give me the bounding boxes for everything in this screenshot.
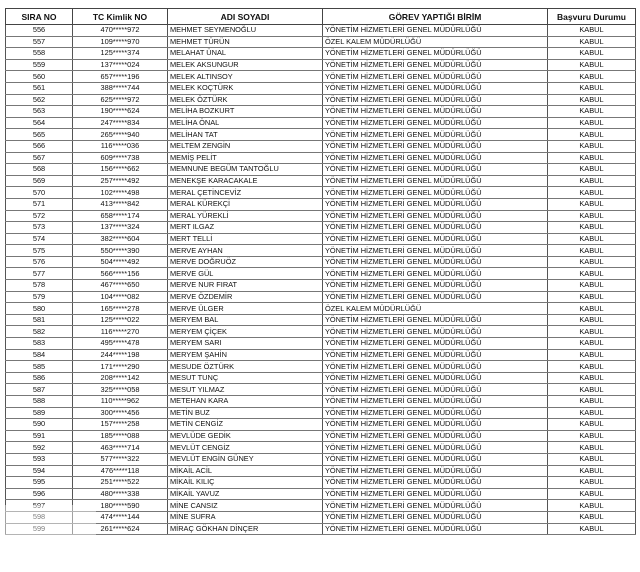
cell-sira-no: 587	[6, 384, 73, 396]
table-row	[6, 71, 636, 83]
cell-gorev-birim: YÖNETİM HİZMETLERİ GENEL MÜDÜRLÜĞÜ	[323, 94, 548, 106]
cell-adi-soyadi: MERT ILGAZ	[168, 222, 323, 234]
cell-sira-no: 593	[6, 453, 73, 465]
cell-basvuru-durumu: KABUL	[548, 338, 636, 350]
cell-tc-kimlik-no: 125*****374	[73, 48, 168, 60]
cell-sira-no: 597	[6, 500, 73, 512]
cell-tc-kimlik-no: 504*****492	[73, 256, 168, 268]
table-row	[6, 453, 636, 465]
cell-adi-soyadi: MERYEM SARI	[168, 338, 323, 350]
cell-basvuru-durumu: KABUL	[548, 488, 636, 500]
cell-adi-soyadi: MERVE AYHAN	[168, 245, 323, 257]
cell-sira-no: 583	[6, 338, 73, 350]
cell-gorev-birim: YÖNETİM HİZMETLERİ GENEL MÜDÜRLÜĞÜ	[323, 419, 548, 431]
table-row	[6, 465, 636, 477]
cell-basvuru-durumu: KABUL	[548, 245, 636, 257]
cell-sira-no: 563	[6, 106, 73, 118]
cell-tc-kimlik-no: 657*****196	[73, 71, 168, 83]
cell-basvuru-durumu: KABUL	[548, 71, 636, 83]
cell-adi-soyadi: MEHMET SEYMENOĞLU	[168, 25, 323, 37]
cell-sira-no: 599	[6, 523, 73, 535]
cell-basvuru-durumu: KABUL	[548, 314, 636, 326]
cell-sira-no: 594	[6, 465, 73, 477]
cell-tc-kimlik-no: 247*****834	[73, 117, 168, 129]
cell-basvuru-durumu: KABUL	[548, 48, 636, 60]
cell-adi-soyadi: MERYEM BAL	[168, 314, 323, 326]
cell-basvuru-durumu: KABUL	[548, 94, 636, 106]
cell-gorev-birim: YÖNETİM HİZMETLERİ GENEL MÜDÜRLÜĞÜ	[323, 291, 548, 303]
cell-adi-soyadi: MERVE ÖZDEMİR	[168, 291, 323, 303]
cell-basvuru-durumu: KABUL	[548, 361, 636, 373]
cell-tc-kimlik-no: 265*****940	[73, 129, 168, 141]
table-row	[6, 129, 636, 141]
cell-adi-soyadi: MERVE GÜL	[168, 268, 323, 280]
cell-basvuru-durumu: KABUL	[548, 372, 636, 384]
cell-sira-no: 567	[6, 152, 73, 164]
table-row	[6, 430, 636, 442]
cell-basvuru-durumu: KABUL	[548, 140, 636, 152]
table-row	[6, 314, 636, 326]
cell-gorev-birim: YÖNETİM HİZMETLERİ GENEL MÜDÜRLÜĞÜ	[323, 106, 548, 118]
cell-adi-soyadi: MELEK KOÇTÜRK	[168, 82, 323, 94]
watermark-logo	[0, 505, 96, 567]
cell-sira-no: 586	[6, 372, 73, 384]
cell-basvuru-durumu: KABUL	[548, 511, 636, 523]
cell-tc-kimlik-no: 577*****322	[73, 453, 168, 465]
cell-adi-soyadi: MİKAİL YAVUZ	[168, 488, 323, 500]
cell-sira-no: 589	[6, 407, 73, 419]
table-row	[6, 59, 636, 71]
cell-sira-no: 582	[6, 326, 73, 338]
cell-basvuru-durumu: KABUL	[548, 430, 636, 442]
cell-basvuru-durumu: KABUL	[548, 326, 636, 338]
cell-tc-kimlik-no: 550*****390	[73, 245, 168, 257]
table-row	[6, 36, 636, 48]
applicant-list-document	[5, 8, 635, 535]
cell-sira-no: 598	[6, 511, 73, 523]
cell-basvuru-durumu: KABUL	[548, 349, 636, 361]
cell-sira-no: 564	[6, 117, 73, 129]
cell-gorev-birim: YÖNETİM HİZMETLERİ GENEL MÜDÜRLÜĞÜ	[323, 372, 548, 384]
cell-adi-soyadi: MERAL KÜREKÇİ	[168, 198, 323, 210]
cell-sira-no: 570	[6, 187, 73, 199]
cell-basvuru-durumu: KABUL	[548, 256, 636, 268]
cell-adi-soyadi: MEVLÜDE GEDİK	[168, 430, 323, 442]
cell-basvuru-durumu: KABUL	[548, 129, 636, 141]
table-row	[6, 164, 636, 176]
cell-sira-no: 568	[6, 164, 73, 176]
table-row	[6, 233, 636, 245]
cell-sira-no: 565	[6, 129, 73, 141]
cell-tc-kimlik-no: 474*****144	[73, 511, 168, 523]
cell-tc-kimlik-no: 609*****738	[73, 152, 168, 164]
cell-sira-no: 579	[6, 291, 73, 303]
cell-basvuru-durumu: KABUL	[548, 303, 636, 315]
cell-gorev-birim: YÖNETİM HİZMETLERİ GENEL MÜDÜRLÜĞÜ	[323, 222, 548, 234]
cell-tc-kimlik-no: 110*****962	[73, 396, 168, 408]
cell-sira-no: 576	[6, 256, 73, 268]
cell-gorev-birim: YÖNETİM HİZMETLERİ GENEL MÜDÜRLÜĞÜ	[323, 326, 548, 338]
cell-adi-soyadi: MİNE SUFRA	[168, 511, 323, 523]
cell-tc-kimlik-no: 116*****036	[73, 140, 168, 152]
cell-gorev-birim: YÖNETİM HİZMETLERİ GENEL MÜDÜRLÜĞÜ	[323, 129, 548, 141]
cell-tc-kimlik-no: 208*****142	[73, 372, 168, 384]
header-row	[6, 9, 636, 25]
cell-gorev-birim: YÖNETİM HİZMETLERİ GENEL MÜDÜRLÜĞÜ	[323, 384, 548, 396]
cell-tc-kimlik-no: 300*****456	[73, 407, 168, 419]
cell-sira-no: 573	[6, 222, 73, 234]
cell-gorev-birim: YÖNETİM HİZMETLERİ GENEL MÜDÜRLÜĞÜ	[323, 488, 548, 500]
cell-tc-kimlik-no: 137*****324	[73, 222, 168, 234]
cell-gorev-birim: YÖNETİM HİZMETLERİ GENEL MÜDÜRLÜĞÜ	[323, 71, 548, 83]
table-row	[6, 222, 636, 234]
cell-adi-soyadi: MEMNUNE BEGÜM TANTOĞLU	[168, 164, 323, 176]
cell-tc-kimlik-no: 251*****522	[73, 477, 168, 489]
cell-sira-no: 590	[6, 419, 73, 431]
table-row	[6, 152, 636, 164]
cell-basvuru-durumu: KABUL	[548, 291, 636, 303]
table-row	[6, 511, 636, 523]
cell-gorev-birim: YÖNETİM HİZMETLERİ GENEL MÜDÜRLÜĞÜ	[323, 198, 548, 210]
cell-sira-no: 580	[6, 303, 73, 315]
table-row	[6, 245, 636, 257]
cell-sira-no: 562	[6, 94, 73, 106]
header-tc-kimlik-no: TC Kimlik NO	[73, 9, 168, 25]
cell-basvuru-durumu: KABUL	[548, 384, 636, 396]
cell-adi-soyadi: MERT TELLİ	[168, 233, 323, 245]
cell-gorev-birim: YÖNETİM HİZMETLERİ GENEL MÜDÜRLÜĞÜ	[323, 48, 548, 60]
table-row	[6, 477, 636, 489]
cell-basvuru-durumu: KABUL	[548, 268, 636, 280]
cell-tc-kimlik-no: 165*****278	[73, 303, 168, 315]
table-row	[6, 361, 636, 373]
cell-adi-soyadi: MİKAİL KILIÇ	[168, 477, 323, 489]
cell-adi-soyadi: MELİHAN TAT	[168, 129, 323, 141]
cell-tc-kimlik-no: 261*****624	[73, 523, 168, 535]
cell-sira-no: 572	[6, 210, 73, 222]
cell-basvuru-durumu: KABUL	[548, 453, 636, 465]
table-body	[6, 25, 636, 535]
cell-basvuru-durumu: KABUL	[548, 164, 636, 176]
cell-gorev-birim: YÖNETİM HİZMETLERİ GENEL MÜDÜRLÜĞÜ	[323, 511, 548, 523]
cell-gorev-birim: YÖNETİM HİZMETLERİ GENEL MÜDÜRLÜĞÜ	[323, 152, 548, 164]
cell-adi-soyadi: MELAHAT ÜNAL	[168, 48, 323, 60]
table-row	[6, 372, 636, 384]
cell-tc-kimlik-no: 125*****022	[73, 314, 168, 326]
cell-adi-soyadi: MİKAİL ACİL	[168, 465, 323, 477]
cell-gorev-birim: YÖNETİM HİZMETLERİ GENEL MÜDÜRLÜĞÜ	[323, 396, 548, 408]
table-row	[6, 326, 636, 338]
cell-sira-no: 574	[6, 233, 73, 245]
table-row	[6, 210, 636, 222]
cell-sira-no: 585	[6, 361, 73, 373]
cell-gorev-birim: YÖNETİM HİZMETLERİ GENEL MÜDÜRLÜĞÜ	[323, 477, 548, 489]
cell-adi-soyadi: MESUDE ÖZTÜRK	[168, 361, 323, 373]
table-row	[6, 338, 636, 350]
cell-adi-soyadi: MELEK AKSUNGUR	[168, 59, 323, 71]
cell-adi-soyadi: MELİHA ÖNAL	[168, 117, 323, 129]
table-row	[6, 82, 636, 94]
cell-gorev-birim: YÖNETİM HİZMETLERİ GENEL MÜDÜRLÜĞÜ	[323, 465, 548, 477]
cell-sira-no: 595	[6, 477, 73, 489]
cell-sira-no: 558	[6, 48, 73, 60]
cell-gorev-birim: YÖNETİM HİZMETLERİ GENEL MÜDÜRLÜĞÜ	[323, 349, 548, 361]
cell-gorev-birim: YÖNETİM HİZMETLERİ GENEL MÜDÜRLÜĞÜ	[323, 59, 548, 71]
cell-gorev-birim: YÖNETİM HİZMETLERİ GENEL MÜDÜRLÜĞÜ	[323, 314, 548, 326]
table-row	[6, 187, 636, 199]
cell-gorev-birim: YÖNETİM HİZMETLERİ GENEL MÜDÜRLÜĞÜ	[323, 175, 548, 187]
cell-sira-no: 581	[6, 314, 73, 326]
cell-tc-kimlik-no: 185*****088	[73, 430, 168, 442]
cell-gorev-birim: YÖNETİM HİZMETLERİ GENEL MÜDÜRLÜĞÜ	[323, 338, 548, 350]
cell-basvuru-durumu: KABUL	[548, 210, 636, 222]
cell-sira-no: 561	[6, 82, 73, 94]
cell-sira-no: 584	[6, 349, 73, 361]
table-row	[6, 523, 636, 535]
cell-tc-kimlik-no: 190*****624	[73, 106, 168, 118]
cell-adi-soyadi: MERAL ÇETİNCEVİZ	[168, 187, 323, 199]
cell-gorev-birim: YÖNETİM HİZMETLERİ GENEL MÜDÜRLÜĞÜ	[323, 268, 548, 280]
cell-tc-kimlik-no: 137*****024	[73, 59, 168, 71]
cell-sira-no: 569	[6, 175, 73, 187]
cell-sira-no: 578	[6, 280, 73, 292]
cell-basvuru-durumu: KABUL	[548, 25, 636, 37]
cell-tc-kimlik-no: 625*****972	[73, 94, 168, 106]
cell-adi-soyadi: MERVE DOĞRUÖZ	[168, 256, 323, 268]
cell-gorev-birim: YÖNETİM HİZMETLERİ GENEL MÜDÜRLÜĞÜ	[323, 523, 548, 535]
cell-tc-kimlik-no: 470*****972	[73, 25, 168, 37]
cell-basvuru-durumu: KABUL	[548, 59, 636, 71]
cell-basvuru-durumu: KABUL	[548, 117, 636, 129]
cell-gorev-birim: ÖZEL KALEM MÜDÜRLÜĞÜ	[323, 303, 548, 315]
cell-tc-kimlik-no: 116*****270	[73, 326, 168, 338]
cell-adi-soyadi: MERYEM ÇİÇEK	[168, 326, 323, 338]
cell-tc-kimlik-no: 467*****650	[73, 280, 168, 292]
cell-gorev-birim: YÖNETİM HİZMETLERİ GENEL MÜDÜRLÜĞÜ	[323, 453, 548, 465]
cell-tc-kimlik-no: 382*****604	[73, 233, 168, 245]
table-row	[6, 175, 636, 187]
cell-gorev-birim: YÖNETİM HİZMETLERİ GENEL MÜDÜRLÜĞÜ	[323, 361, 548, 373]
cell-gorev-birim: YÖNETİM HİZMETLERİ GENEL MÜDÜRLÜĞÜ	[323, 25, 548, 37]
cell-tc-kimlik-no: 325*****058	[73, 384, 168, 396]
cell-adi-soyadi: MESUT TUNÇ	[168, 372, 323, 384]
cell-basvuru-durumu: KABUL	[548, 106, 636, 118]
cell-tc-kimlik-no: 658*****174	[73, 210, 168, 222]
table-row	[6, 25, 636, 37]
header-adi-soyadi: ADI SOYADI	[168, 9, 323, 25]
cell-tc-kimlik-no: 480*****338	[73, 488, 168, 500]
cell-tc-kimlik-no: 102*****498	[73, 187, 168, 199]
cell-tc-kimlik-no: 171*****290	[73, 361, 168, 373]
cell-sira-no: 559	[6, 59, 73, 71]
cell-gorev-birim: YÖNETİM HİZMETLERİ GENEL MÜDÜRLÜĞÜ	[323, 164, 548, 176]
table-row	[6, 488, 636, 500]
cell-basvuru-durumu: KABUL	[548, 500, 636, 512]
table-row	[6, 500, 636, 512]
header-gorev-birim: GÖREV YAPTIĞI BİRİM	[323, 9, 548, 25]
cell-adi-soyadi: MEVLÜT CENGİZ	[168, 442, 323, 454]
cell-adi-soyadi: MİNE CANSIZ	[168, 500, 323, 512]
cell-tc-kimlik-no: 180*****590	[73, 500, 168, 512]
applicant-table	[5, 8, 636, 535]
table-row	[6, 303, 636, 315]
cell-tc-kimlik-no: 156*****662	[73, 164, 168, 176]
cell-sira-no: 557	[6, 36, 73, 48]
cell-sira-no: 596	[6, 488, 73, 500]
cell-basvuru-durumu: KABUL	[548, 465, 636, 477]
cell-gorev-birim: YÖNETİM HİZMETLERİ GENEL MÜDÜRLÜĞÜ	[323, 117, 548, 129]
cell-gorev-birim: YÖNETİM HİZMETLERİ GENEL MÜDÜRLÜĞÜ	[323, 280, 548, 292]
cell-adi-soyadi: MESUT YILMAZ	[168, 384, 323, 396]
cell-gorev-birim: ÖZEL KALEM MÜDÜRLÜĞÜ	[323, 36, 548, 48]
cell-sira-no: 592	[6, 442, 73, 454]
cell-tc-kimlik-no: 463*****714	[73, 442, 168, 454]
cell-basvuru-durumu: KABUL	[548, 407, 636, 419]
cell-adi-soyadi: MERVE ÜLGER	[168, 303, 323, 315]
cell-basvuru-durumu: KABUL	[548, 477, 636, 489]
cell-tc-kimlik-no: 476*****118	[73, 465, 168, 477]
table-row	[6, 117, 636, 129]
cell-adi-soyadi: MEHMET TÜRÜN	[168, 36, 323, 48]
cell-basvuru-durumu: KABUL	[548, 175, 636, 187]
cell-adi-soyadi: MEMİŞ PELİT	[168, 152, 323, 164]
table-row	[6, 442, 636, 454]
cell-basvuru-durumu: KABUL	[548, 222, 636, 234]
cell-tc-kimlik-no: 257*****492	[73, 175, 168, 187]
cell-adi-soyadi: METİN BUZ	[168, 407, 323, 419]
cell-tc-kimlik-no: 104*****082	[73, 291, 168, 303]
cell-gorev-birim: YÖNETİM HİZMETLERİ GENEL MÜDÜRLÜĞÜ	[323, 187, 548, 199]
header-sira-no: SIRA NO	[6, 9, 73, 25]
cell-gorev-birim: YÖNETİM HİZMETLERİ GENEL MÜDÜRLÜĞÜ	[323, 442, 548, 454]
cell-tc-kimlik-no: 495*****478	[73, 338, 168, 350]
table-row	[6, 291, 636, 303]
cell-basvuru-durumu: KABUL	[548, 198, 636, 210]
cell-basvuru-durumu: KABUL	[548, 419, 636, 431]
cell-adi-soyadi: MİRAÇ GÖKHAN DİNÇER	[168, 523, 323, 535]
cell-basvuru-durumu: KABUL	[548, 36, 636, 48]
cell-adi-soyadi: MENEKŞE KARACAKALE	[168, 175, 323, 187]
table-row	[6, 94, 636, 106]
cell-gorev-birim: YÖNETİM HİZMETLERİ GENEL MÜDÜRLÜĞÜ	[323, 500, 548, 512]
cell-adi-soyadi: METİN CENGİZ	[168, 419, 323, 431]
cell-adi-soyadi: MERYEM ŞAHİN	[168, 349, 323, 361]
cell-tc-kimlik-no: 244*****198	[73, 349, 168, 361]
cell-gorev-birim: YÖNETİM HİZMETLERİ GENEL MÜDÜRLÜĞÜ	[323, 407, 548, 419]
cell-sira-no: 577	[6, 268, 73, 280]
cell-tc-kimlik-no: 566*****156	[73, 268, 168, 280]
cell-basvuru-durumu: KABUL	[548, 152, 636, 164]
cell-sira-no: 575	[6, 245, 73, 257]
cell-gorev-birim: YÖNETİM HİZMETLERİ GENEL MÜDÜRLÜĞÜ	[323, 140, 548, 152]
cell-tc-kimlik-no: 413*****842	[73, 198, 168, 210]
cell-sira-no: 588	[6, 396, 73, 408]
cell-tc-kimlik-no: 109*****970	[73, 36, 168, 48]
cell-sira-no: 556	[6, 25, 73, 37]
cell-sira-no: 566	[6, 140, 73, 152]
cell-gorev-birim: YÖNETİM HİZMETLERİ GENEL MÜDÜRLÜĞÜ	[323, 233, 548, 245]
cell-adi-soyadi: MELEK ALTINSOY	[168, 71, 323, 83]
table-row	[6, 280, 636, 292]
cell-tc-kimlik-no: 388*****744	[73, 82, 168, 94]
table-row	[6, 349, 636, 361]
cell-basvuru-durumu: KABUL	[548, 280, 636, 292]
table-row	[6, 419, 636, 431]
cell-gorev-birim: YÖNETİM HİZMETLERİ GENEL MÜDÜRLÜĞÜ	[323, 210, 548, 222]
cell-basvuru-durumu: KABUL	[548, 233, 636, 245]
table-row	[6, 396, 636, 408]
table-row	[6, 256, 636, 268]
cell-adi-soyadi: MEVLÜT ENGİN GÜNEY	[168, 453, 323, 465]
table-row	[6, 140, 636, 152]
table-row	[6, 407, 636, 419]
cell-basvuru-durumu: KABUL	[548, 523, 636, 535]
cell-adi-soyadi: MELEK ÖZTÜRK	[168, 94, 323, 106]
cell-gorev-birim: YÖNETİM HİZMETLERİ GENEL MÜDÜRLÜĞÜ	[323, 430, 548, 442]
table-row	[6, 48, 636, 60]
cell-tc-kimlik-no: 157*****258	[73, 419, 168, 431]
cell-sira-no: 560	[6, 71, 73, 83]
table-row	[6, 198, 636, 210]
cell-basvuru-durumu: KABUL	[548, 82, 636, 94]
cell-adi-soyadi: MELTEM ZENGİN	[168, 140, 323, 152]
cell-gorev-birim: YÖNETİM HİZMETLERİ GENEL MÜDÜRLÜĞÜ	[323, 245, 548, 257]
header-basvuru-durumu: Başvuru Durumu	[548, 9, 636, 25]
table-row	[6, 384, 636, 396]
cell-sira-no: 591	[6, 430, 73, 442]
cell-adi-soyadi: MERVE NUR FIRAT	[168, 280, 323, 292]
cell-sira-no: 571	[6, 198, 73, 210]
cell-basvuru-durumu: KABUL	[548, 187, 636, 199]
cell-adi-soyadi: METEHAN KARA	[168, 396, 323, 408]
table-row	[6, 268, 636, 280]
cell-basvuru-durumu: KABUL	[548, 396, 636, 408]
table-row	[6, 106, 636, 118]
cell-gorev-birim: YÖNETİM HİZMETLERİ GENEL MÜDÜRLÜĞÜ	[323, 82, 548, 94]
table-header	[6, 9, 636, 25]
cell-basvuru-durumu: KABUL	[548, 442, 636, 454]
cell-gorev-birim: YÖNETİM HİZMETLERİ GENEL MÜDÜRLÜĞÜ	[323, 256, 548, 268]
cell-adi-soyadi: MERAL YÜREKLİ	[168, 210, 323, 222]
cell-adi-soyadi: MELİHA BOZKURT	[168, 106, 323, 118]
